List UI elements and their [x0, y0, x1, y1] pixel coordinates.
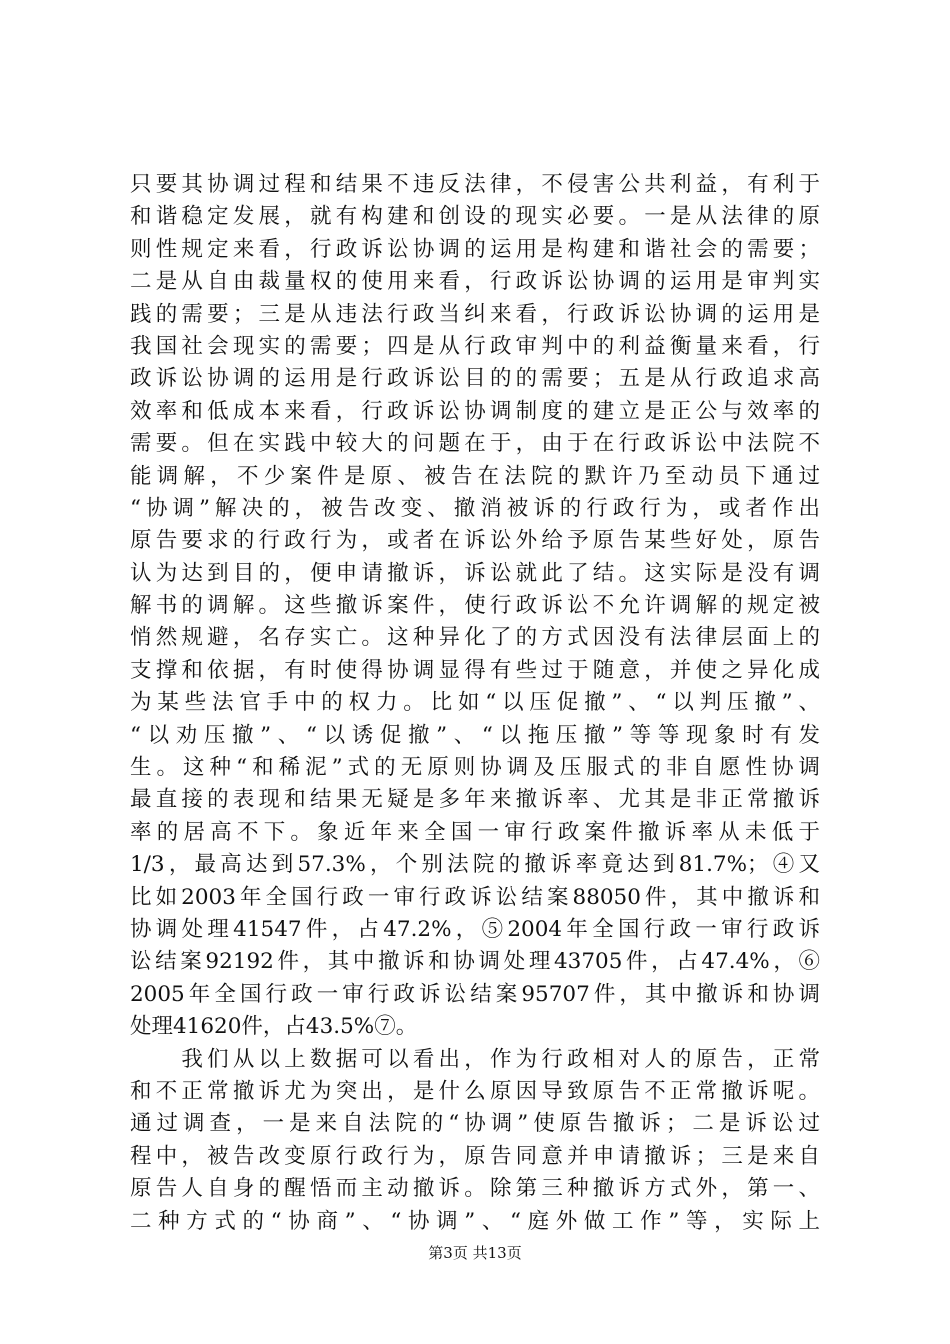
- text-line: 政诉讼协调的运用是行政诉讼目的的需要；五是从行政追求高: [130, 366, 820, 392]
- text-line: 效率和低成本来看，行政诉讼协调制度的建立是正公与效率的: [130, 398, 820, 424]
- text-line: 悄然规避，名存实亡。这种异化了的方式因没有法律层面上的: [130, 625, 820, 651]
- text-line: 原告要求的行政行为，或者在诉讼外给予原告某些好处，原告: [130, 528, 820, 554]
- text-line: 1/3，最高达到57.3%，个别法院的撤诉率竟达到81.7%；④又: [130, 852, 820, 878]
- text-line: 最直接的表现和结果无疑是多年来撤诉率、尤其是非正常撤诉: [130, 787, 820, 813]
- text-line: 则性规定来看，行政诉讼协调的运用是构建和谐社会的需要；: [130, 236, 820, 262]
- page-footer: [0, 1243, 950, 1263]
- text-line: 比如2003年全国行政一审行政诉讼结案88050件，其中撤诉和: [130, 884, 820, 910]
- text-line: 我们从以上数据可以看出，作为行政相对人的原告，正常: [130, 1046, 820, 1072]
- text-line: “协调”解决的，被告改变、撤消被诉的行政行为，或者作出: [130, 495, 820, 521]
- text-line: 践的需要；三是从违法行政当纠来看，行政诉讼协调的运用是: [130, 301, 820, 327]
- text-line: 能调解，不少案件是原、被告在法院的默许乃至动员下通过: [130, 463, 820, 489]
- text-line: 认为达到目的，便申请撤诉，诉讼就此了结。这实际是没有调: [130, 560, 820, 586]
- text-line: 我国社会现实的需要；四是从行政审判中的利益衡量来看，行: [130, 333, 820, 359]
- text-line: 协调处理41547件，占47.2%，⑤2004年全国行政一审行政诉: [130, 916, 820, 942]
- text-line: 率的居高不下。象近年来全国一审行政案件撤诉率从未低于: [130, 819, 820, 845]
- page-number-label: 第3页 共13页: [428, 1244, 522, 1262]
- text-line: 原告人自身的醒悟而主动撤诉。除第三种撤诉方式外，第一、: [130, 1176, 820, 1202]
- body-text: [130, 169, 820, 1238]
- text-line: 和谐稳定发展，就有构建和创设的现实必要。一是从法律的原: [130, 204, 820, 230]
- text-line: 生。这种“和稀泥”式的无原则协调及压服式的非自愿性协调: [130, 755, 820, 781]
- text-line: 需要。但在实践中较大的问题在于，由于在行政诉讼中法院不: [130, 431, 820, 457]
- text-line: 二种方式的“协商”、“协调”、“庭外做工作”等，实际上: [130, 1208, 820, 1234]
- text-line: “以劝压撤”、“以诱促撤”、“以拖压撤”等等现象时有发: [130, 722, 820, 748]
- text-line: 解书的调解。这些撤诉案件，使行政诉讼不允许调解的规定被: [130, 593, 820, 619]
- text-line: 和不正常撤诉尤为突出，是什么原因导致原告不正常撤诉呢。: [130, 1078, 820, 1104]
- text-line: 支撑和依据，有时使得协调显得有些过于随意，并使之异化成: [130, 657, 820, 683]
- text-line: 程中，被告改变原行政行为，原告同意并申请撤诉；三是来自: [130, 1143, 820, 1169]
- text-line: 通过调查，一是来自法院的“协调”使原告撤诉；二是诉讼过: [130, 1111, 820, 1137]
- text-line: 处理41620件，占43.5%⑦。: [130, 1014, 418, 1040]
- text-line: 二是从自由裁量权的使用来看，行政诉讼协调的运用是审判实: [130, 269, 820, 295]
- text-line: 只要其协调过程和结果不违反法律，不侵害公共利益，有利于: [130, 172, 820, 197]
- text-line: 为某些法官手中的权力。比如“以压促撤”、“以判压撤”、: [130, 690, 820, 716]
- text-line: 2005年全国行政一审行政诉讼结案95707件，其中撤诉和协调: [130, 981, 820, 1007]
- text-line: 讼结案92192件，其中撤诉和协调处理43705件，占47.4%，⑥: [130, 949, 820, 975]
